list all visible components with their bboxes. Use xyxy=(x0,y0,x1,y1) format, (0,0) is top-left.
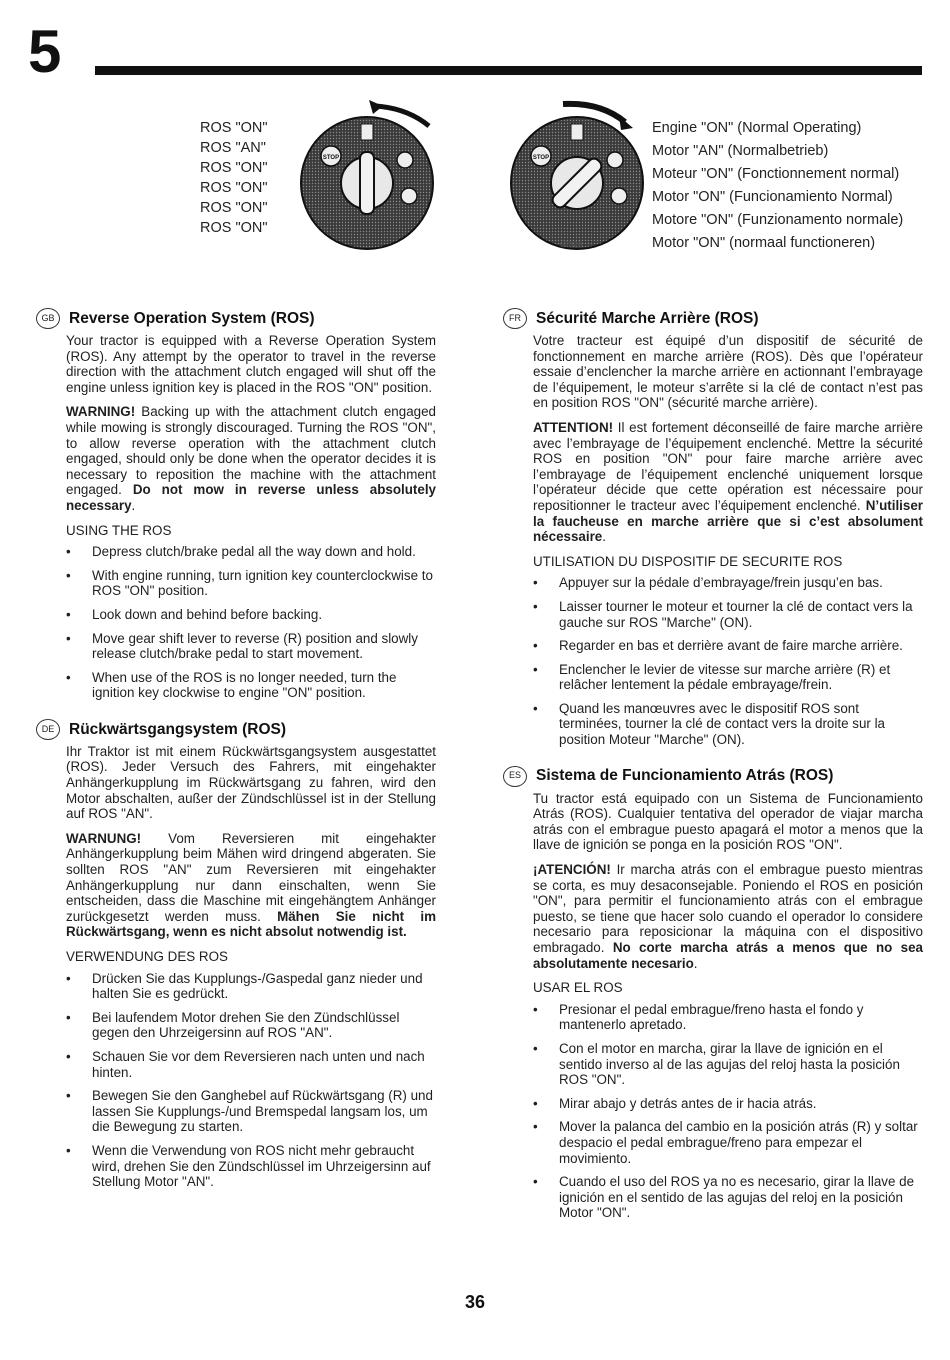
warning-end: . xyxy=(131,497,136,513)
engine-label-list xyxy=(652,117,903,255)
warning-paragraph xyxy=(66,831,436,940)
start-icon xyxy=(401,188,417,204)
ros-label-list xyxy=(200,118,268,238)
right-column xyxy=(503,308,923,1229)
warning-label: ATTENTION! xyxy=(533,419,614,435)
list-item: • Bei laufendem Motor drehen Sie den Zündschlüssel gegen den Uhrzeigersinn auf ROS "AN". xyxy=(66,1010,436,1041)
subsection-heading: USING THE ROS xyxy=(66,522,172,538)
ignition-dial-ros xyxy=(287,98,447,258)
section-title xyxy=(503,766,923,787)
left-column xyxy=(36,308,436,1198)
list-item: • Appuyer sur la pédale d’embrayage/frein jusqu’en bas. xyxy=(533,575,923,591)
engine-on-icon xyxy=(607,152,623,168)
intro-paragraph: Your tractor is equipped with a Reverse Operation System (ROS). Any attempt by the operator to travel in the reverse direction with the attachment clutch engaged will shut off the engine unless ignition key is placed in the ROS "ON" position. xyxy=(66,333,436,395)
section-fr xyxy=(503,308,923,748)
warning-text: Ir marcha atrás con el embrague puesto mientras se corta, es muy desaconsejable. Poniendo el ROS en posición "ON", para permitir el funcionamiento atrás con el embrague puesto, se tiene que hacer solo cuando el operador lo considere necesario para reposicionar la máquina con el dispositivo embragado. xyxy=(533,862,923,955)
steps-list xyxy=(533,1002,923,1221)
section-gb xyxy=(36,308,436,701)
engine-label: Motor "AN" (Normalbetrieb) xyxy=(652,143,829,159)
subsection-heading: UTILISATION DU DISPOSITIF DE SECURITE ROS xyxy=(533,553,843,569)
warning-paragraph xyxy=(533,420,923,545)
ros-label: ROS "ON" xyxy=(200,200,268,216)
engine-label: Motor "ON" (normaal functioneren) xyxy=(652,235,876,251)
list-item: • When use of the ROS is no longer needed, turn the ignition key clockwise to engine "ON" position. xyxy=(66,670,436,701)
warning-paragraph xyxy=(66,404,436,513)
section-es xyxy=(503,766,923,1221)
language-badge: ES xyxy=(503,766,527,787)
list-item: • Mover la palanca del cambio en la posición atrás (R) y soltar despacio el pedal embrague/freno para empezar el movimiento. xyxy=(533,1119,923,1166)
ros-symbol-icon xyxy=(571,124,583,140)
engine-label: Engine "ON" (Normal Operating) xyxy=(652,120,862,136)
section-heading: Sécurité Marche Arrière (ROS) xyxy=(536,309,759,327)
section-heading: Sistema de Funcionamiento Atrás (ROS) xyxy=(536,767,834,785)
warning-label: WARNING! xyxy=(66,404,136,420)
warning-bold: N’utiliser la faucheuse en marche arrière que si c’est absolument nécessaire xyxy=(533,497,923,545)
list-item: • Laisser tourner le moteur et tourner la clé de contact vers la gauche sur ROS "Marche" (ON). xyxy=(533,599,923,630)
list-item: • Presionar el pedal embrague/freno hasta el fondo y mantenerlo apretado. xyxy=(533,1002,923,1033)
ros-label: ROS "AN" xyxy=(200,140,266,156)
engine-label: Motor "ON" (Funcionamiento Normal) xyxy=(652,189,893,205)
list-item: • With engine running, turn ignition key counterclockwise to ROS "ON" position. xyxy=(66,568,436,599)
list-item: • Wenn die Verwendung von ROS nicht mehr gebraucht wird, drehen Sie den Zündschlüssel im Uhrzeigersinn auf Stellung Motor "AN". xyxy=(66,1143,436,1190)
arrow-head xyxy=(369,100,383,114)
ignition-key xyxy=(360,152,374,214)
warning-text: Il est fortement déconseillé de faire marche arrière avec l’embrayage de l’équipement enclenché. Mettre la sécurité ROS en position "ON" pour faire marche arrière avec l’embrayage de l’équipement enclenché uniquement lorsque l’opérateur décide que cette opération est nécessaire pour repositionner le tracteur avec l’équipement enclenché. xyxy=(533,419,923,513)
subsection-heading: USAR EL ROS xyxy=(533,980,623,996)
warning-text: Backing up with the attachment clutch engaged while mowing is strongly discouraged. Turning the ROS "ON", to allow reverse operation with the attachment clutch engaged, should only be done when the operator decides it is necessary to reposition the machine with the attachment engaged. xyxy=(66,404,436,498)
chapter-number: 5 xyxy=(28,18,62,85)
ignition-dial-engine-on xyxy=(497,98,657,258)
list-item: • Regarder en bas et derrière avant de faire marche arrière. xyxy=(533,638,923,654)
section-heading: Rückwärtsgangsystem (ROS) xyxy=(69,720,287,738)
stop-label: STOP xyxy=(532,155,550,161)
list-item: • Drücken Sie das Kupplungs-/Gaspedal ganz nieder und halten Sie es gedrückt. xyxy=(66,971,436,1002)
steps-list xyxy=(533,575,923,747)
warning-bold: Do not mow in reverse unless absolutely necessary xyxy=(66,482,436,513)
steps-list xyxy=(66,544,436,701)
warning-text: Vom Reversieren mit eingehakter Anhängerkupplung beim Mähen wird dringend abgeraten. Sie sollten ROS "AN" zum Reversieren mit eingehakter Anhängerkupplung nur dann einschalten, wenn Sie entscheiden, dass die Maschine mit eingehängtem Anhänger zurückgesetzt werden muss. xyxy=(66,830,436,924)
list-item: • Mirar abajo y detrás antes de ir hacia atrás. xyxy=(533,1096,923,1112)
list-item: • Con el motor en marcha, girar la llave de ignición en el sentido inverso al de las agujas del reloj hasta la posición ROS "ON". xyxy=(533,1041,923,1088)
list-item: • Depress clutch/brake pedal all the way down and hold. xyxy=(66,544,436,560)
list-item: • Quand les manœuvres avec le dispositif ROS sont terminées, tourner la clé de contact vers la droite sur la position Moteur "Marche" (ON). xyxy=(533,701,923,748)
steps-list xyxy=(66,971,436,1190)
list-item: • Bewegen Sie den Ganghebel auf Rückwärtsgang (R) und lassen Sie Kupplungs-/und Bremspedal langsam los, um die Bewegung zu starten. xyxy=(66,1088,436,1135)
warning-bold: Mähen Sie nicht im Rückwärtsgang, wenn es nicht absolut notwendig ist. xyxy=(66,908,436,940)
language-badge: FR xyxy=(503,308,527,329)
engine-label: Moteur "ON" (Fonctionnement normal) xyxy=(652,166,900,182)
section-title xyxy=(36,308,436,329)
warning-label: WARNUNG! xyxy=(66,830,142,846)
section-de xyxy=(36,719,436,1190)
ros-label: ROS "ON" xyxy=(200,220,268,236)
warning-bold: No corte marcha atrás a menos que no sea absolutamente necesario xyxy=(533,940,924,971)
engine-label: Motore "ON" (Funzionamento normale) xyxy=(652,212,904,228)
ros-label: ROS "ON" xyxy=(200,160,268,176)
warning-label: ¡ATENCIÓN! xyxy=(533,862,611,878)
language-badge: DE xyxy=(36,719,60,740)
list-item: • Move gear shift lever to reverse (R) position and slowly release clutch/brake pedal to start movement. xyxy=(66,631,436,662)
list-item: • Enclencher le levier de vitesse sur marche arrière (R) et relâcher lentement la pédale embrayage/frein. xyxy=(533,662,923,693)
list-item: • Cuando el uso del ROS ya no es necesario, girar la llave de ignición en el sentido de las agujas del reloj en la posición Motor "ON". xyxy=(533,1174,923,1221)
engine-on-icon xyxy=(397,152,413,168)
warning-end: . xyxy=(602,529,606,545)
arrow-head xyxy=(619,116,633,130)
section-title xyxy=(503,308,923,329)
header-rule xyxy=(95,66,922,75)
page-number: 36 xyxy=(464,1292,486,1312)
start-icon xyxy=(611,188,627,204)
language-badge: GB xyxy=(36,308,60,329)
stop-label: STOP xyxy=(322,155,340,161)
ros-label: ROS "ON" xyxy=(200,120,268,136)
list-item: • Look down and behind before backing. xyxy=(66,607,436,623)
intro-paragraph: Tu tractor está equipado con un Sistema de Funcionamiento Atrás (ROS). Cualquier tentativa del operador de viajar marcha atrás con el embrague puesto apagará el motor a menos que la llave de ignición se ponga en la posición ROS "ON". xyxy=(533,790,923,853)
intro-paragraph: Votre tracteur est équipé d’un dispositif de sécurité de fonctionnement en marche arrière (ROS). Dès que l’opérateur essaie d’enclencher la marche arrière en actionnant l’embrayage de l’équipement, le moteur s’arrête si la clé de contact n’est pas en position ROS "ON" (sécurité marche arrière). xyxy=(533,333,923,411)
section-heading: Reverse Operation System (ROS) xyxy=(69,309,315,327)
section-title xyxy=(36,719,436,740)
warning-end: . xyxy=(693,955,698,971)
ros-symbol-icon xyxy=(361,124,373,140)
subsection-heading: VERWENDUNG DES ROS xyxy=(66,949,228,964)
list-item: • Schauen Sie vor dem Reversieren nach unten und nach hinten. xyxy=(66,1049,436,1080)
ros-label: ROS "ON" xyxy=(200,180,268,196)
warning-paragraph xyxy=(533,862,923,971)
figure-code: 02828 xyxy=(560,240,583,249)
intro-paragraph: Ihr Traktor ist mit einem Rückwärtsgangsystem ausgestattet (ROS). Jeder Versuch des Fahrers, mit eingehakter Anhängerkupplung im Rückwärtsgang zu fahren, wird den Motor abschalten, außer der Zündschlüssel ist in der Stellung auf ROS "AN". xyxy=(66,743,436,822)
